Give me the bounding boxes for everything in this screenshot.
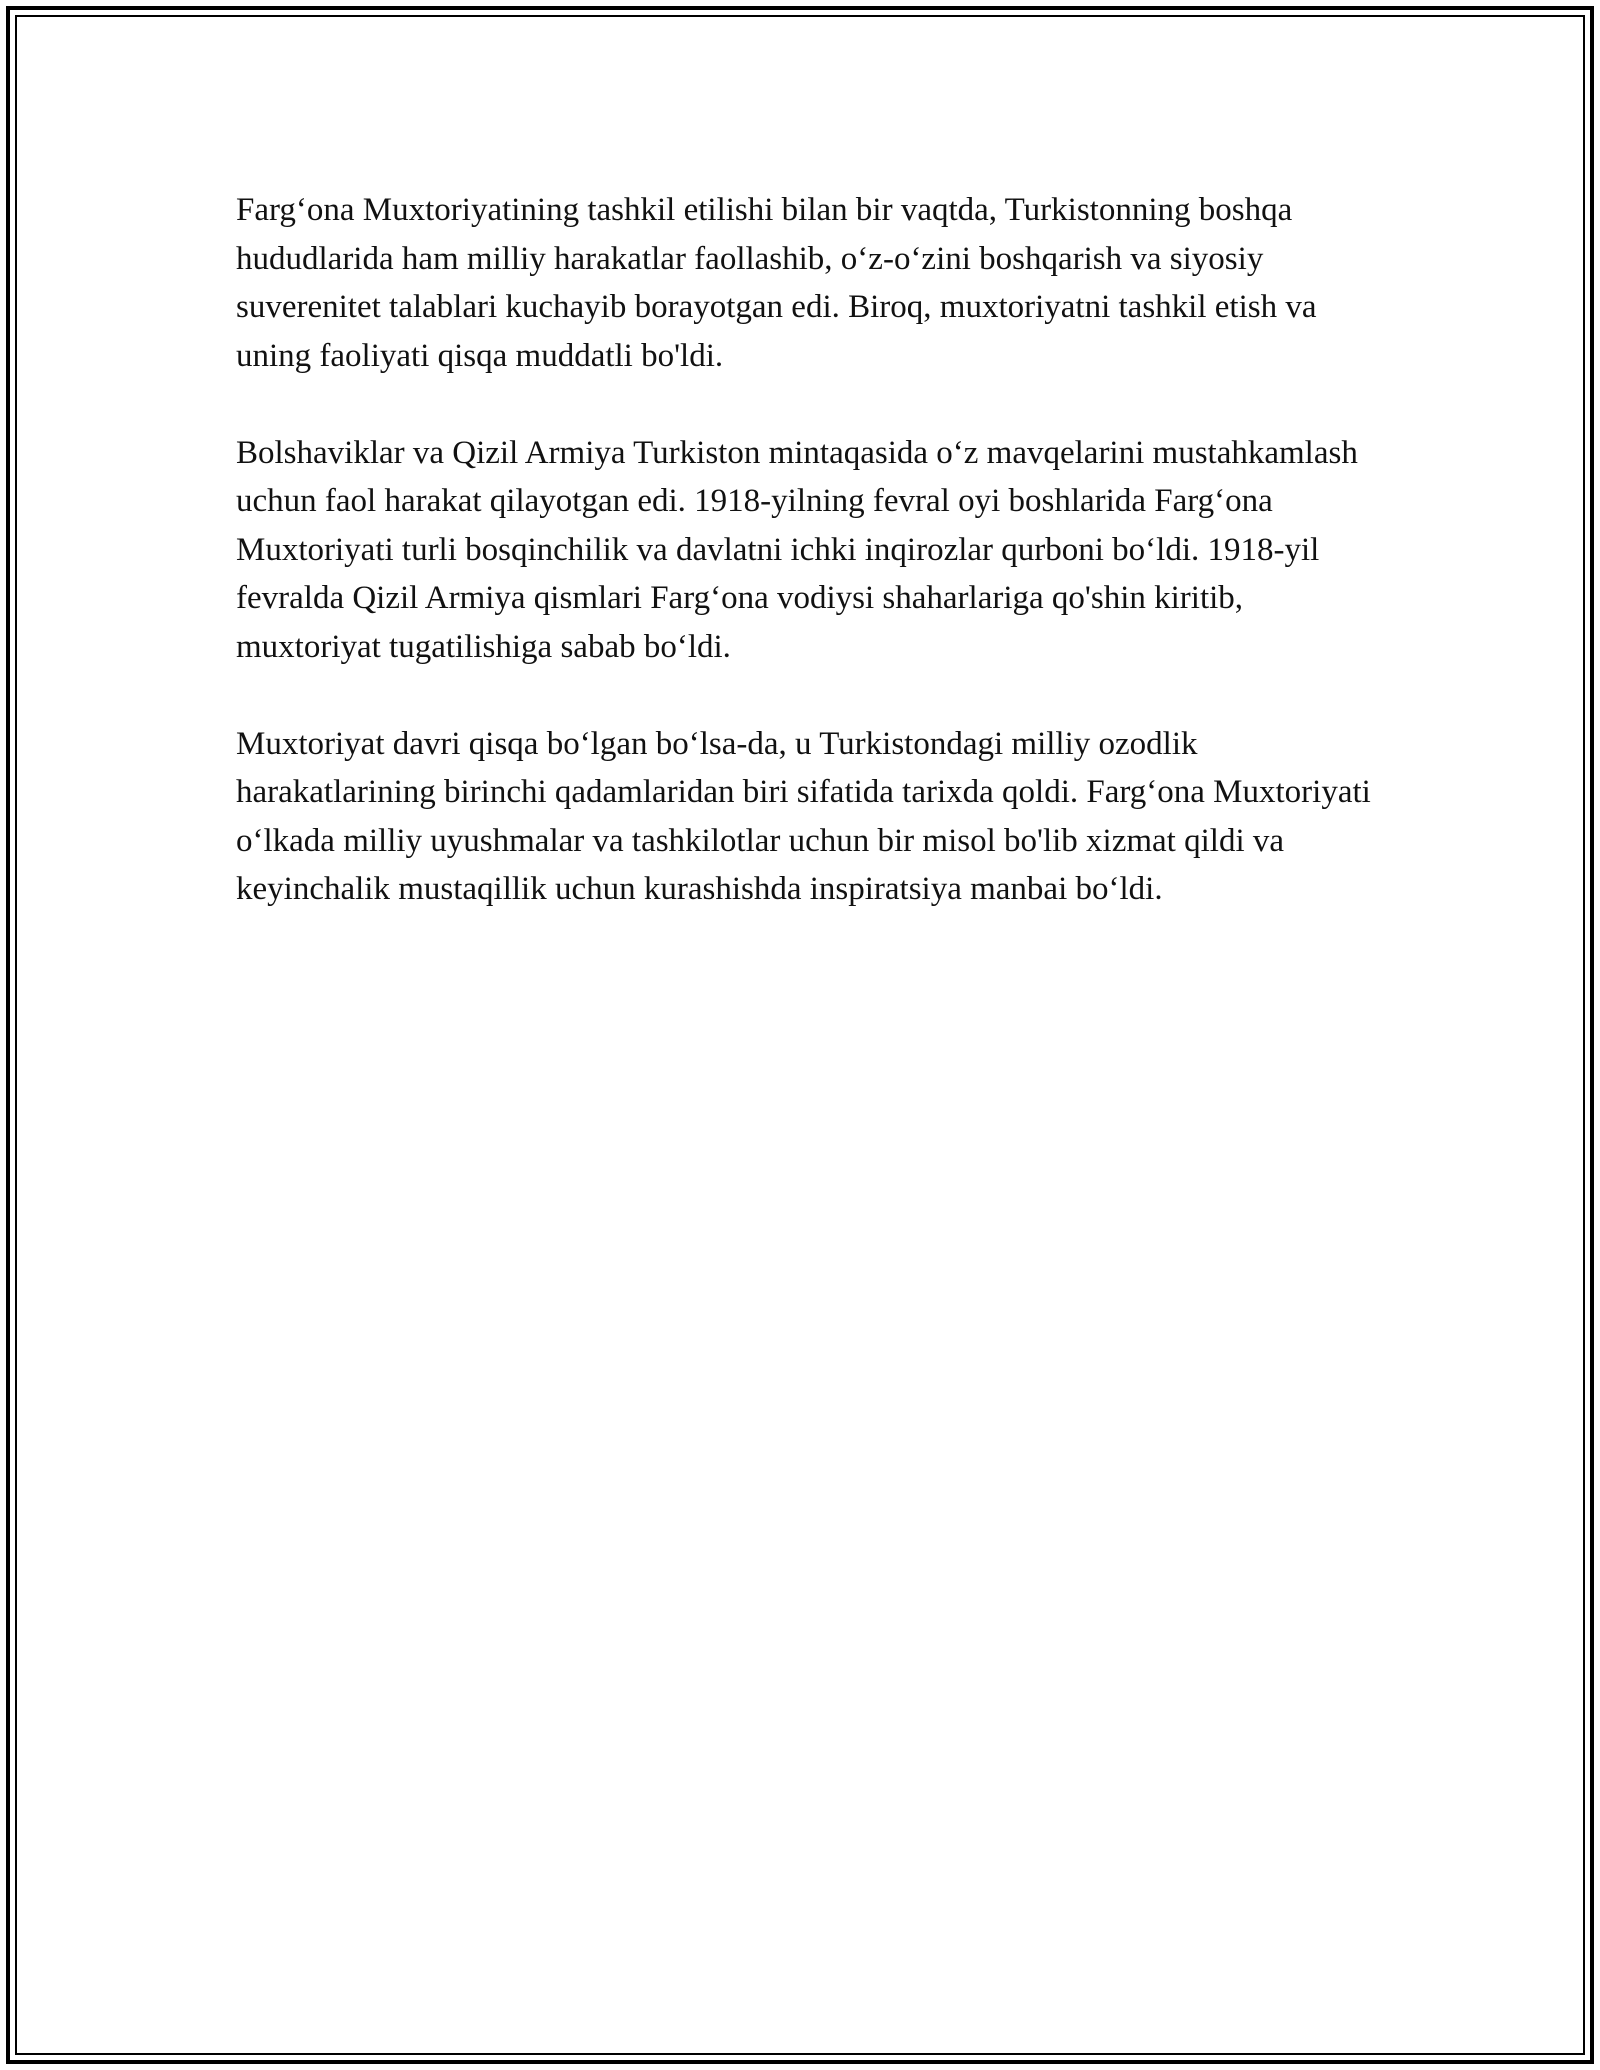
paragraph-1: Farg‘ona Muxtoriyatining tashkil etilishi bilan bir vaqtda, Turkistonning boshqa hududlarida ham milliy harakatlar faollashib, o‘z-o‘zini boshqarish va siyosiy suverenitet talablari kuchayib borayotgan edi. Biroq, muxtoriyatni tashkil etish va uning faoliyati qisqa muddatli bo'ldi. [236,192,1317,374]
paragraph-2: Bolshaviklar va Qizil Armiya Turkiston mintaqasida o‘z mavqelarini mustahkamlash uchun faol harakat qilayotgan edi. 1918-yilning fevral oyi boshlarida Farg‘ona Muxtoriyati turli bosqinchilik va davlatni ichki inqirozlar qurboni bo‘ldi. 1918-yil fevralda Qizil Armiya qismlari Farg‘ona vodiysi shaharlariga qo'shin kiritib, muxtoriyat tugatilishiga sabab bo‘ldi. [236,434,1358,665]
paragraph-3: Muxtoriyat davri qisqa bo‘lgan bo‘lsa-da, u Turkistondagi milliy ozodlik harakatlarining birinchi qadamlaridan biri sifatida tarixda qoldi. Farg‘ona Muxtoriyati o‘lkada milliy uyushmalar va tashkilotlar uchun bir misol bo'lib xizmat qildi va keyinchalik mustaqillik uchun kurashishda inspiratsiya manbai bo‘ldi. [236,725,1371,907]
document-body [236,186,1376,962]
